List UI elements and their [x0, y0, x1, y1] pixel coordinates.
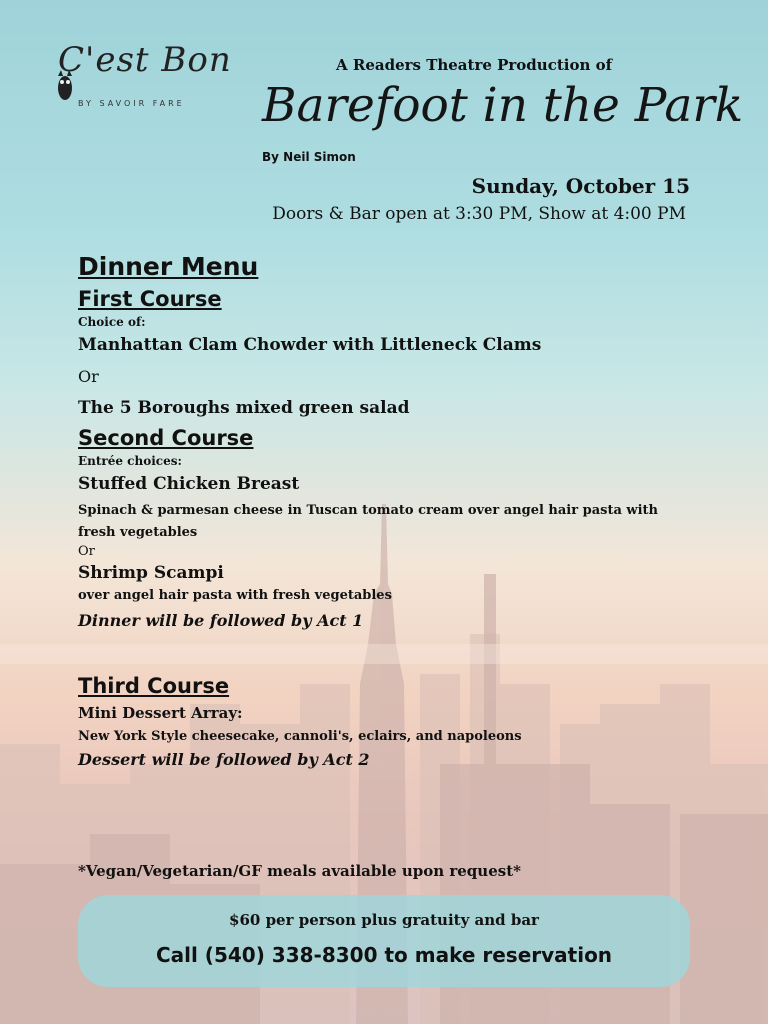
dinner-menu — [78, 252, 718, 769]
first-course-item-2: The 5 Boroughs mixed green salad — [78, 398, 410, 418]
logo-text: C'est Bon — [58, 40, 232, 80]
third-course-item: Mini Dessert Array: — [78, 704, 243, 722]
first-course-heading: First Course — [78, 287, 222, 311]
act-2-note: Dessert will be followed by Act 2 — [78, 750, 370, 769]
first-course-or: Or — [78, 367, 99, 386]
second-course-item-2: Shrimp Scampi — [78, 563, 224, 583]
play-title: Barefoot in the Park — [262, 78, 744, 133]
dietary-note: *Vegan/Vegetarian/GF meals available upon request* — [78, 862, 521, 880]
reservation-box — [78, 895, 690, 987]
second-course-heading: Second Course — [78, 426, 254, 450]
second-course-or: Or — [78, 544, 95, 559]
second-course-item-1: Stuffed Chicken Breast — [78, 474, 300, 494]
menu-heading: Dinner Menu — [78, 252, 259, 281]
second-course-item-1-desc: Spinach & parmesan cheese in Tuscan tomato cream over angel hair pasta with fresh vegetables — [78, 503, 658, 540]
event-date: Sunday, October 15 — [471, 174, 690, 198]
author-line: By Neil Simon — [262, 150, 356, 164]
third-course-desc: New York Style cheesecake, cannoli's, eclairs, and napoleons — [78, 729, 522, 744]
act-1-note: Dinner will be followed by Act 1 — [78, 611, 364, 630]
second-course-choice: Entrée choices: — [78, 454, 182, 468]
production-line: A Readers Theatre Production of — [336, 56, 613, 74]
event-times: Doors & Bar open at 3:30 PM, Show at 4:00 PM — [272, 204, 686, 224]
second-course-item-2-desc: over angel hair pasta with fresh vegetables — [78, 588, 392, 603]
price-line: $60 per person plus gratuity and bar — [229, 911, 539, 929]
first-course-item-1: Manhattan Clam Chowder with Littleneck Clams — [78, 335, 542, 355]
reservation-phone: Call (540) 338-8300 to make reservation — [155, 943, 613, 967]
first-course-choice: Choice of: — [78, 315, 146, 329]
third-course-heading: Third Course — [78, 674, 230, 698]
logo-subtitle: BY SAVOIR FARE — [78, 99, 185, 108]
